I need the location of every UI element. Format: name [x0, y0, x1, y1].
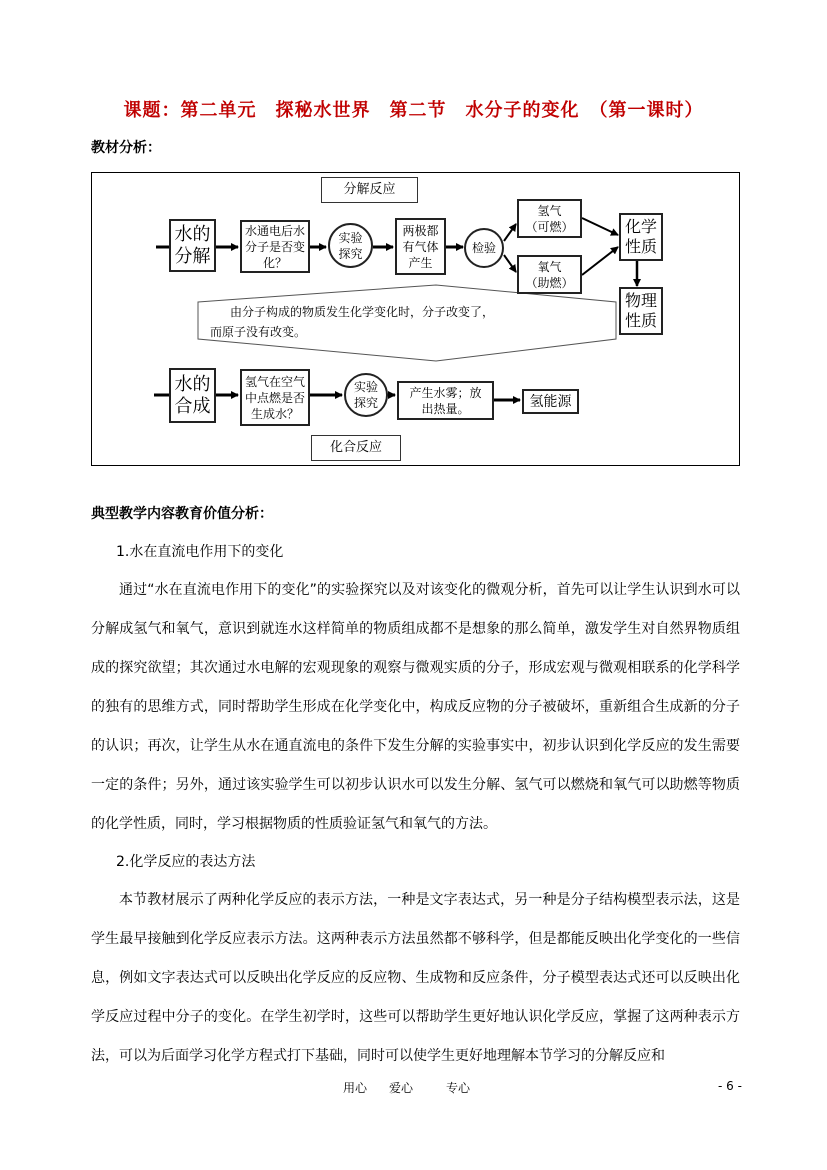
burn-question-label: 氢气在空气中点燃是否生成水？	[244, 374, 305, 421]
water-decompose-box	[169, 219, 216, 272]
experiment-inquiry-2-circle	[344, 373, 388, 417]
combine-reaction-box: 化合反应	[311, 435, 401, 461]
both-poles-gas-label: 两极都有气体产生	[402, 223, 439, 270]
section1-paragraph: 通过“水在直流电作用下的变化”的实验探究以及对该变化的微观分析，首先可以让学生认识到水可以分解成氢气和氧气，意识到就连水这样简单的物质组成都不是想象的那么简单，激发学生对自然界物质组成的探究欲望；其次通过水电解的宏观现象的观察与微观实质的分子，形成宏观与微观相联系的化学科学的独有的思维方式，同时帮助学生形成在化学变化中，构成反应物的分子被破坏，重新组合生成新的分子的认识；再次，让学生从水在通直流电的条件下发生分解的实验事实中，初步认识到化学反应的发生需要一定的条件；另外，通过该实验学生可以初步认识水可以发生分解、氢气可以燃烧和氧气可以助燃等物质的化学性质，同时，学习根据物质的性质验证氢气和氧气的方法。	[91, 582, 740, 832]
oxygen-box	[517, 255, 582, 294]
page-title: 课题：第二单元 探秘水世界 第二节 水分子的变化 （第一课时）	[123, 100, 704, 121]
center-statement-line1: 由分子构成的物质发生化学变化时，分子改变了，	[230, 305, 495, 319]
hydrogen-box	[517, 199, 582, 238]
chemical-property-box	[619, 213, 663, 261]
section1-heading: 1.水在直流电作用下的变化	[116, 544, 284, 560]
produce-mist-box	[397, 381, 494, 420]
experiment-inquiry-2-label: 实验探究	[353, 380, 378, 410]
arrow-o-to-chem	[582, 247, 618, 275]
hydrogen-energy-box: 氢能源	[522, 389, 579, 414]
experiment-inquiry-1-circle	[328, 223, 373, 268]
oxygen-property: （助燃）	[525, 275, 574, 290]
arrow-to-oxygen	[504, 255, 516, 272]
value-analysis-label: 典型教学内容教育价值分析：	[91, 506, 273, 522]
concept-diagram	[91, 172, 740, 466]
test-circle: 检验	[464, 228, 504, 268]
textbook-analysis-label: 教材分析：	[91, 140, 161, 156]
section2-paragraph: 本节教材展示了两种化学反应的表示方法，一种是文字表达式，另一种是分子结构模型表示法，这是学生最早接触到化学反应表示方法。这两种表示方法虽然都不够科学，但是都能反映出化学变化的一些信息，例如文字表达式可以反映出化学反应的反应物、生成物和反应条件，分子模型表达式还可以反映出化学反应过程中分子的变化。在学生初学时，这些可以帮助学生更好地认识化学反应，掌握了这两种表示方法，可以为后面学习化学方程式打下基础，同时可以使学生更好地理解本节学习的分解反应和	[91, 892, 740, 1064]
section2-heading: 2.化学反应的表达方法	[116, 854, 256, 870]
experiment-inquiry-1-label: 实验探究	[338, 230, 363, 261]
arrow-to-hydrogen	[504, 224, 516, 241]
water-synthesis-box	[169, 368, 216, 423]
decompose-reaction-box: 分解反应	[321, 177, 418, 203]
physical-property-label: 物理性质	[624, 291, 657, 330]
footer-middle: 爱心	[389, 1081, 414, 1095]
page-number: - 6 -	[718, 1079, 742, 1093]
electrolysis-question-label: 水通电后水分子是否变化？	[244, 223, 305, 270]
produce-mist-label: 产生水雾；放出热量。	[409, 385, 482, 416]
center-statement-line2: 而原子没有改变。	[210, 325, 307, 339]
footer-left: 用心	[343, 1081, 368, 1095]
arrow-h-to-chem	[582, 218, 618, 235]
burn-question-box	[240, 369, 310, 426]
electrolysis-question-box	[240, 220, 310, 273]
physical-property-box	[619, 287, 663, 335]
oxygen-label: 氧气	[537, 259, 562, 274]
hydrogen-property: （可燃）	[525, 219, 574, 234]
chemical-property-label: 化学性质	[624, 217, 657, 256]
footer-right: 专心	[446, 1081, 471, 1095]
water-synthesis-label: 水的合成	[174, 373, 211, 417]
water-decompose-label: 水的分解	[174, 223, 211, 267]
both-poles-gas-box	[395, 218, 446, 275]
hydrogen-label: 氢气	[537, 203, 562, 218]
